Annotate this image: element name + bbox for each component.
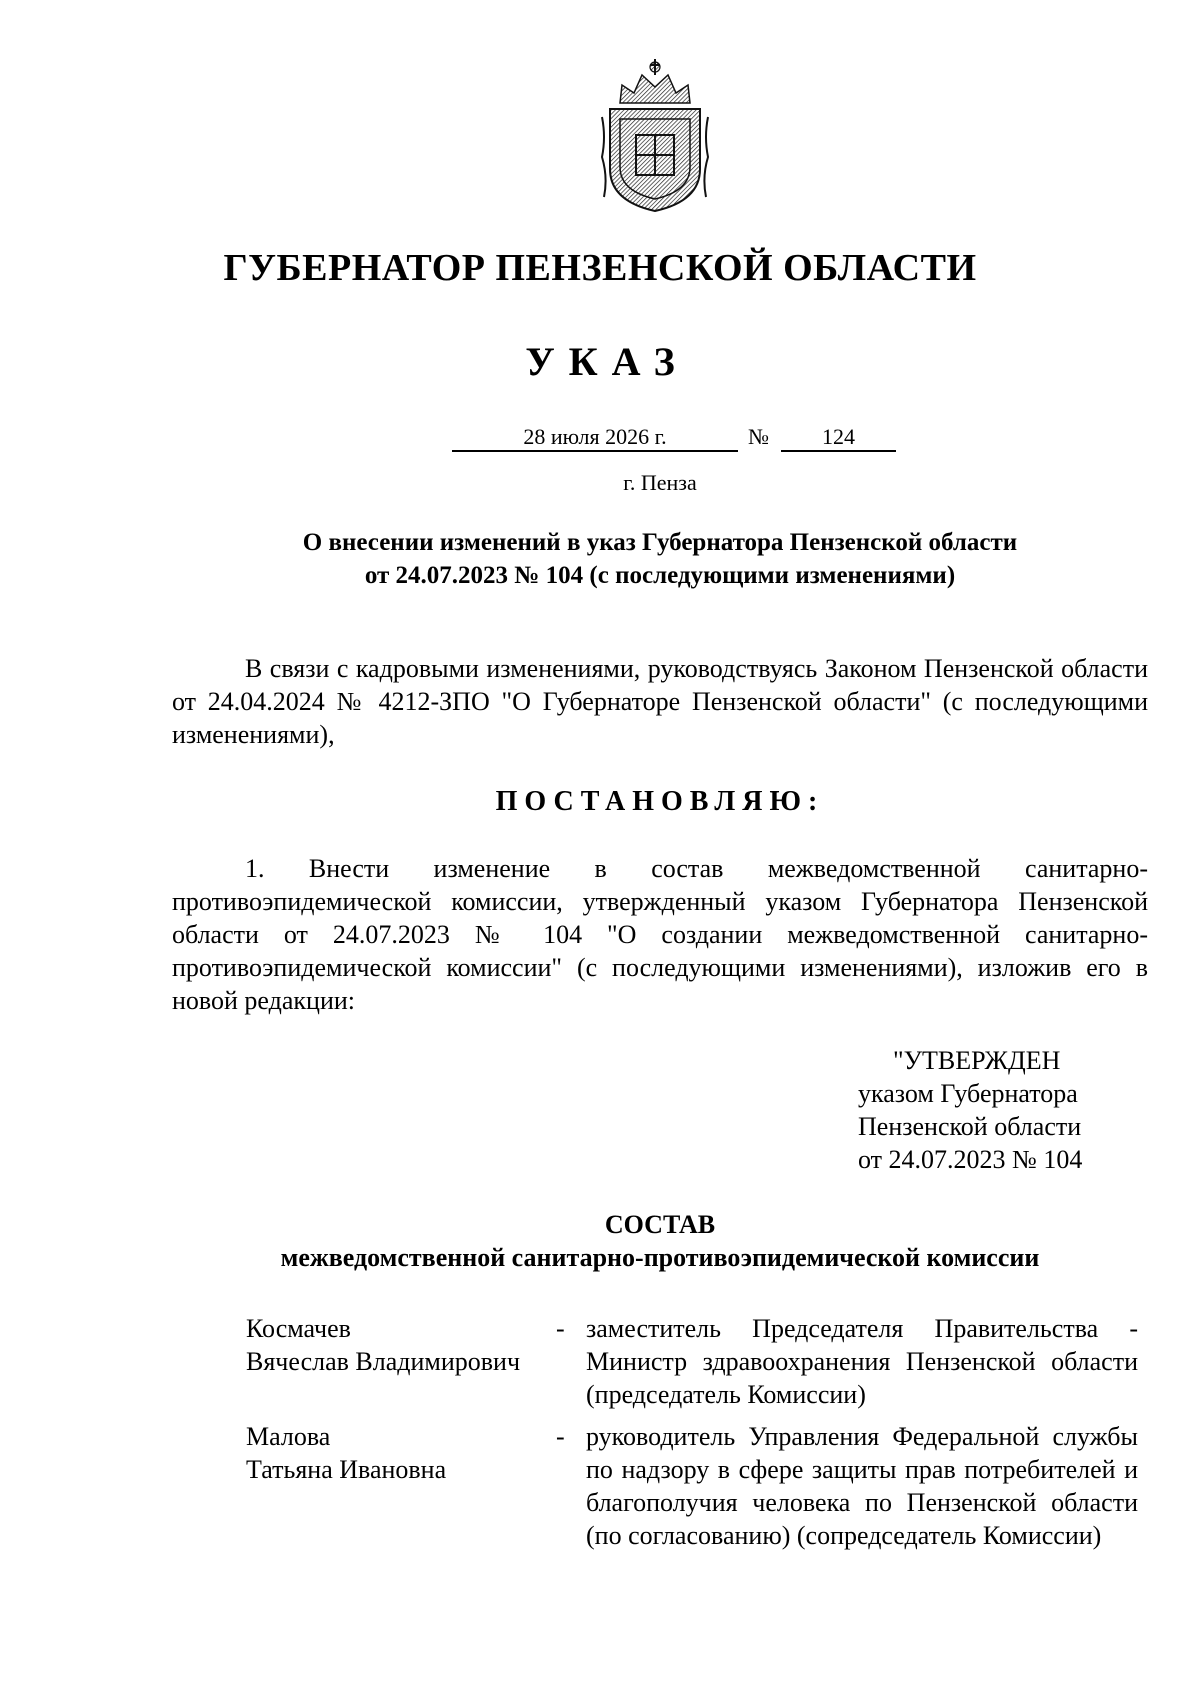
- composition-title: СОСТАВ: [604, 1210, 716, 1239]
- decree-number: 124: [781, 424, 896, 452]
- approval-line-2: указом Губернатора: [858, 1079, 1078, 1108]
- composition-subtitle: межведомственной санитарно-противоэпидемической комиссии: [280, 1243, 1040, 1272]
- member-given-names: Вячеслав Владимирович: [246, 1347, 521, 1376]
- member-role: руководитель Управления Федеральной службы по надзору в сфере защиты прав потребителей и благополучия человека по Пензенской области (по согласованию) (сопредседатель Комиссии): [586, 1422, 1138, 1550]
- member-row: [246, 1312, 1138, 1411]
- subject-line-1: О внесении изменений в указ Губернатора Пензенской области: [302, 529, 1018, 556]
- approval-line-4: от 24.07.2023 № 104: [858, 1145, 1083, 1174]
- issue-city: г. Пенза: [623, 470, 697, 495]
- approval-line-1: "УТВЕРЖДЕН: [893, 1046, 1061, 1075]
- item-1-paragraph: 1. Внести изменение в состав межведомственной санитарно-противоэпидемической комиссии, утвержденный указом Губернатора Пензенской области от 24.07.2023 № 104 "О создании межведомственной санитарно-противоэпидемической комиссии" (с последующими изменениями), изложив его в новой редакции:: [172, 854, 1148, 1015]
- member-dash: -: [556, 1314, 565, 1343]
- coat-of-arms-emblem: [600, 57, 710, 215]
- member-surname: Малова: [246, 1422, 331, 1451]
- member-dash: -: [556, 1422, 565, 1451]
- approval-stamp-block: [858, 1044, 1110, 1176]
- composition-heading: [0, 1208, 1200, 1274]
- document-type-heading: УКАЗ: [525, 339, 689, 384]
- member-role: заместитель Председателя Правительства - Министр здравоохранения Пензенской области (председатель Комиссии): [586, 1314, 1138, 1409]
- decree-date: 28 июля 2026 г.: [452, 424, 738, 452]
- decree-word: ПОСТАНОВЛЯЮ:: [495, 786, 825, 817]
- decree-subject: [240, 526, 1080, 592]
- approval-line-3: Пензенской области: [858, 1112, 1082, 1141]
- member-name: [246, 1420, 556, 1552]
- member-given-names: Татьяна Ивановна: [246, 1455, 447, 1484]
- preamble-paragraph: В связи с кадровыми изменениями, руководствуясь Законом Пензенской области от 24.04.2024 № 4212-ЗПО "О Губернаторе Пензенской области" (с последующими изменениями),: [172, 654, 1148, 749]
- member-name: [246, 1312, 556, 1411]
- number-sign: №: [748, 424, 769, 449]
- member-surname: Космачев: [246, 1314, 351, 1343]
- member-row: [246, 1420, 1138, 1552]
- subject-line-2: от 24.07.2023 № 104 (с последующими изменениями): [364, 562, 956, 589]
- issuing-authority-heading: ГУБЕРНАТОР ПЕНЗЕНСКОЙ ОБЛАСТИ: [223, 247, 977, 289]
